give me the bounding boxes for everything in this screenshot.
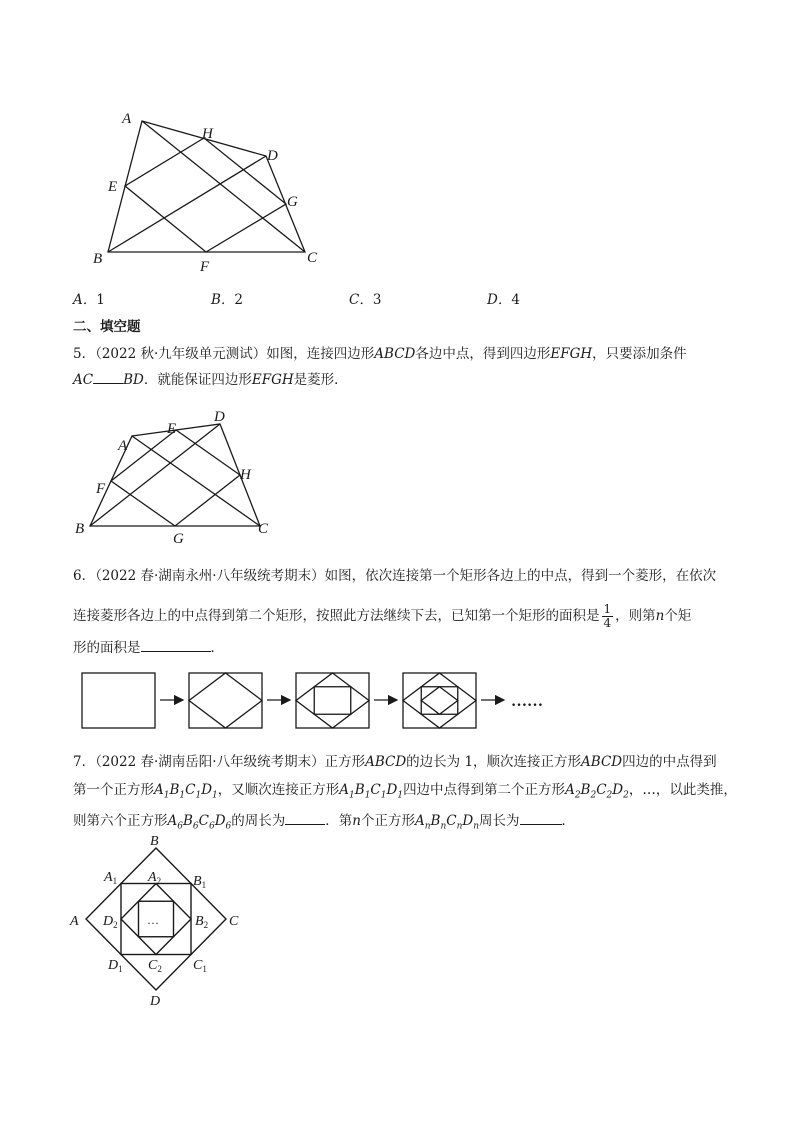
q6-text: ，则第 bbox=[615, 608, 656, 624]
q5-text: ．就能保证四边形 bbox=[143, 372, 252, 388]
rectangle-2 bbox=[189, 673, 262, 728]
q5-text: 各边中点，得到四边形 bbox=[415, 346, 551, 362]
label-subscript: 2 bbox=[113, 920, 118, 930]
q5-ac: AC bbox=[73, 372, 94, 388]
choice-letter: A． bbox=[73, 292, 97, 308]
q5-bd: BD bbox=[123, 372, 144, 388]
q5-quad-efgh: EFGH bbox=[550, 346, 593, 362]
q6-text: 如图，依次连接第一个矩形各边上的中点，得到一个菱形，在依次 bbox=[324, 568, 717, 584]
choice-value: 3 bbox=[372, 292, 382, 308]
q7-text: 四边中点得到第二个正方形 bbox=[403, 782, 566, 798]
q7-answer-blank-1[interactable] bbox=[285, 810, 325, 825]
label-c1 bbox=[193, 958, 207, 974]
q7-square-a6b6c6d6: $A_6B_6C_6D_6$ bbox=[167, 813, 232, 832]
q6-fraction bbox=[602, 603, 614, 630]
label-subscript: 1 bbox=[118, 964, 123, 974]
q5-number: 5． bbox=[73, 346, 96, 362]
label-h: H bbox=[202, 126, 213, 142]
figure-quadrilateral-2 bbox=[70, 400, 290, 550]
q7-n: n bbox=[352, 813, 361, 829]
label-subscript: 1 bbox=[201, 880, 207, 890]
diag-bd bbox=[108, 156, 266, 252]
q7-square-abcd: ABCD bbox=[365, 754, 407, 770]
q7-line-2 bbox=[73, 780, 737, 806]
q7-square-a1b1c1d1: $A_1B_1C_1D_1$ bbox=[339, 782, 404, 801]
quad-efgh bbox=[111, 430, 240, 526]
label-c: C bbox=[258, 521, 269, 537]
q5-source: （2022 秋·九年级单元测试） bbox=[95, 346, 267, 362]
label-e: E bbox=[167, 421, 177, 437]
label-subscript: 1 bbox=[112, 876, 118, 886]
label-b: B bbox=[150, 834, 159, 849]
diag-ac bbox=[142, 121, 305, 252]
choice-value: 2 bbox=[234, 292, 244, 308]
q6-line-1 bbox=[73, 566, 716, 586]
q7-line-1 bbox=[73, 752, 717, 772]
q7-text: ，…，以此类推， bbox=[628, 782, 737, 798]
q7-source: （2022 春·湖南岳阳·八年级统考期末） bbox=[95, 754, 325, 770]
q6-text: ． bbox=[210, 640, 224, 656]
q6-source: （2022 春·湖南永州·八年级统考期末） bbox=[95, 568, 325, 584]
label-d: D bbox=[214, 409, 225, 425]
quad-abcd bbox=[90, 424, 260, 526]
choice-d bbox=[487, 290, 520, 310]
label-c2 bbox=[148, 958, 162, 974]
ellipsis: …… bbox=[511, 693, 543, 710]
q5-text: ，只要添加条件 bbox=[592, 346, 687, 362]
choice-letter: D． bbox=[487, 292, 512, 308]
q5-quad-efgh: EFGH bbox=[251, 372, 294, 388]
label-d: D bbox=[267, 148, 278, 164]
figure-quadrilateral-1 bbox=[80, 100, 340, 280]
choice-letter: B． bbox=[211, 292, 235, 308]
figure-nested-squares bbox=[62, 833, 252, 1013]
q5-text: 是菱形． bbox=[293, 372, 348, 388]
label-b: B bbox=[93, 251, 103, 267]
label-letter: D bbox=[108, 958, 119, 973]
label-subscript: 2 bbox=[156, 876, 162, 886]
label-d1 bbox=[107, 958, 123, 974]
inner-dots: … bbox=[147, 913, 159, 927]
q7-square-anbncndn: $A_nB_nC_nD_n$ bbox=[414, 813, 480, 832]
q7-square-a2b2c2d2: $A_2B_2C_2D_2$ bbox=[565, 782, 629, 801]
q5-line-2 bbox=[73, 369, 348, 390]
q7-text: 的周长为 bbox=[231, 813, 286, 829]
label-g: G bbox=[173, 531, 184, 547]
fraction-numerator: 1 bbox=[603, 602, 612, 616]
q7-text: 个正方形 bbox=[360, 813, 415, 829]
label-f: F bbox=[96, 481, 106, 497]
q6-text: 个矩 bbox=[664, 608, 692, 624]
rectangle-1 bbox=[82, 673, 155, 728]
label-a1 bbox=[103, 870, 117, 886]
q6-answer-blank[interactable] bbox=[141, 637, 211, 652]
q5-text: 如图，连接四边形 bbox=[266, 346, 375, 362]
label-a2 bbox=[147, 870, 161, 886]
section-title: 二、填空题 bbox=[73, 319, 141, 335]
label-g: G bbox=[287, 194, 298, 210]
q5-quad-abcd: ABCD bbox=[374, 346, 416, 362]
choice-b bbox=[211, 290, 243, 310]
figure-rectangle-sequence bbox=[78, 668, 568, 733]
label-d: D bbox=[150, 994, 161, 1009]
label-letter: A bbox=[148, 870, 157, 885]
label-letter: A bbox=[104, 870, 113, 885]
label-f: F bbox=[200, 259, 210, 275]
rectangle-4 bbox=[403, 673, 476, 728]
choice-value: 1 bbox=[96, 292, 105, 308]
label-subscript: 2 bbox=[203, 920, 209, 930]
label-e: E bbox=[108, 179, 118, 195]
label-b: B bbox=[75, 521, 85, 537]
choice-letter: C． bbox=[349, 292, 373, 308]
label-c: C bbox=[229, 914, 239, 929]
q6-text: 连接菱形各边上的中点得到第二个矩形，按照此方法继续下去，已知第一个矩形的面积是 bbox=[73, 608, 600, 624]
label-subscript: 1 bbox=[202, 964, 207, 974]
q7-text: 正方形 bbox=[324, 754, 366, 770]
q7-square-a1b1c1d1: $A_1B_1C_1D_1$ bbox=[154, 782, 218, 801]
q7-number: 7． bbox=[73, 754, 96, 770]
label-d2 bbox=[102, 914, 118, 930]
fraction-denominator: 4 bbox=[603, 616, 612, 630]
q7-text: 周长为 bbox=[479, 813, 520, 829]
q7-text: ，又顺次连接正方形 bbox=[217, 782, 340, 798]
label-letter: C bbox=[148, 958, 158, 973]
label-b1 bbox=[193, 874, 206, 890]
label-b2 bbox=[195, 914, 208, 930]
label-a: A bbox=[122, 111, 132, 127]
label-a: A bbox=[118, 438, 128, 454]
q6-line-2 bbox=[73, 603, 691, 630]
q7-text: 的边长为 1，顺次连接正方形 bbox=[406, 754, 582, 770]
q7-answer-blank-2[interactable] bbox=[520, 810, 562, 825]
q6-line-3 bbox=[73, 637, 224, 658]
choice-a bbox=[73, 290, 105, 310]
q6-text: 形的面积是 bbox=[73, 640, 141, 656]
label-letter: D bbox=[103, 914, 114, 929]
q7-text: ．第 bbox=[325, 813, 353, 829]
q7-square-abcd: ABCD bbox=[581, 754, 623, 770]
choice-value: 4 bbox=[511, 292, 520, 308]
q5-answer-blank[interactable] bbox=[93, 369, 123, 384]
choice-c bbox=[349, 290, 381, 310]
label-subscript: 2 bbox=[157, 964, 162, 974]
label-letter: B bbox=[193, 874, 202, 889]
label-c: C bbox=[307, 250, 318, 266]
q5-line-1 bbox=[73, 344, 687, 364]
q7-text: 则第六个正方形 bbox=[73, 813, 168, 829]
diag-bd bbox=[90, 424, 220, 526]
q6-number: 6． bbox=[73, 568, 96, 584]
q6-n: n bbox=[655, 608, 665, 624]
label-letter: B bbox=[195, 914, 204, 929]
q7-text: 第一个正方形 bbox=[73, 782, 154, 798]
q7-text: ． bbox=[561, 813, 576, 829]
label-letter: C bbox=[193, 958, 203, 973]
rectangle-3 bbox=[296, 673, 369, 728]
label-h: H bbox=[240, 467, 251, 483]
label-a: A bbox=[70, 914, 79, 929]
q7-text: 四边的中点得到 bbox=[622, 754, 717, 770]
